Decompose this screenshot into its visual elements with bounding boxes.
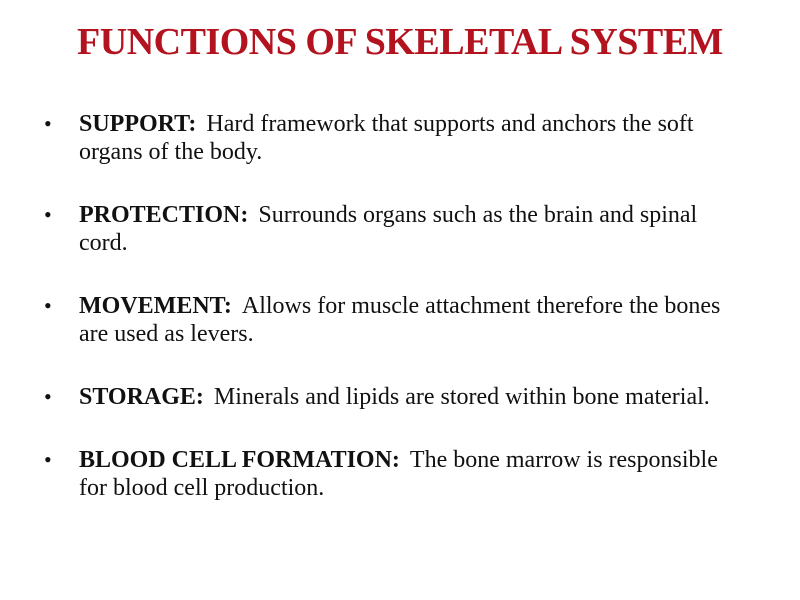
bullet-term: PROTECTION: [79,202,249,228]
bullet-icon: • [44,111,52,136]
bullet-term: STORAGE: [79,384,204,410]
bullet-icon: • [44,202,52,227]
bullet-text: Hard framework that supports and anchors the soft organs of the body. [79,111,694,165]
bullet-text: Surrounds organs such as the brain and spinal cord. [79,202,698,256]
bullet-item-support [0,110,800,166]
bullet-term: BLOOD CELL FORMATION: [79,447,400,473]
bullet-item-protection [0,201,800,257]
bullet-term: MOVEMENT: [79,293,232,319]
bullet-item-blood-cell-formation [0,446,800,502]
bullet-icon: • [44,447,52,472]
bullet-text: Minerals and lipids are stored within bone material. [213,384,710,410]
bullet-list [0,110,800,537]
bullet-item-storage [0,383,800,411]
bullet-term: SUPPORT: [79,111,197,137]
bullet-icon: • [44,384,52,409]
slide-title: FUNCTIONS OF SKELETAL SYSTEM [77,21,723,63]
bullet-text: Allows for muscle attachment therefore the bones are used as levers. [79,293,721,347]
bullet-icon: • [44,293,52,318]
bullet-text: The bone marrow is responsible for blood cell production. [79,447,718,501]
bullet-item-movement [0,292,800,348]
